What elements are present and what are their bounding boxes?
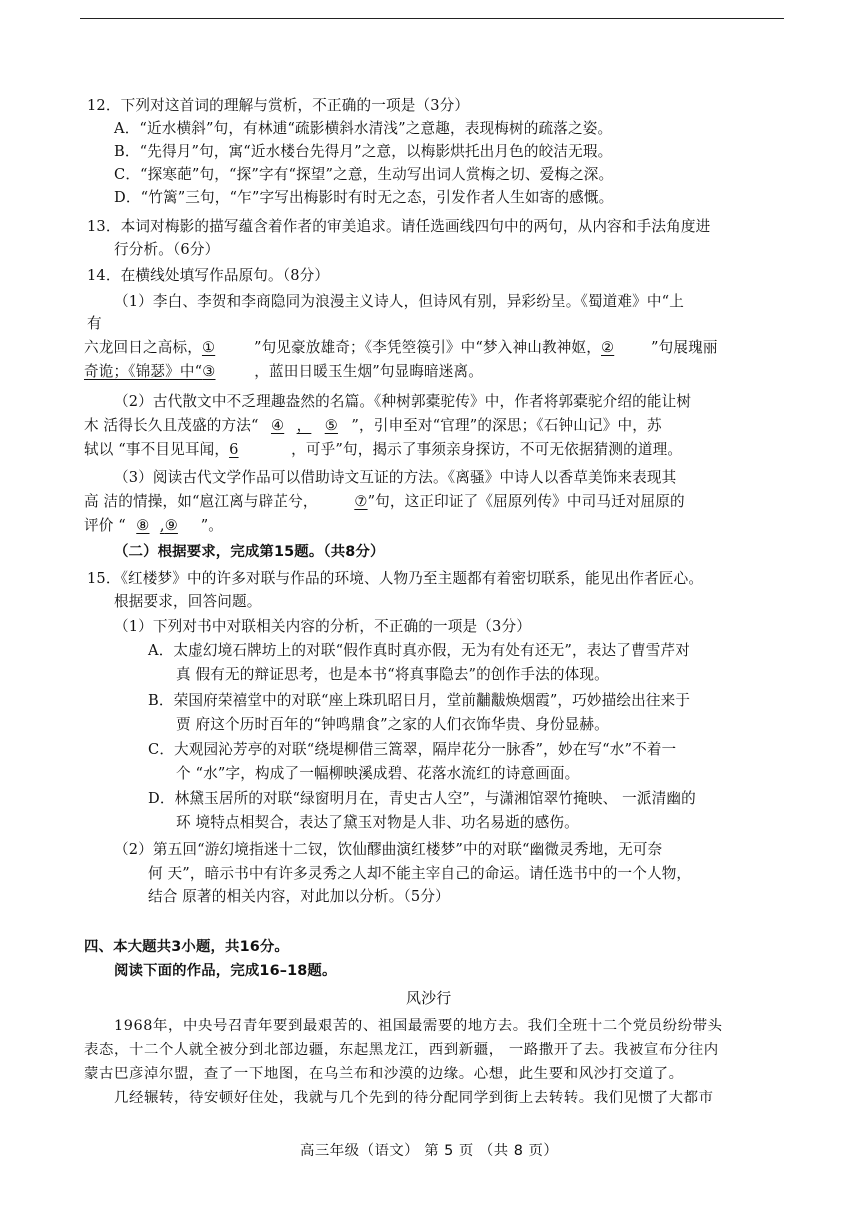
section-heading: （二）根据要求，完成第15题。（共8分）: [114, 544, 385, 560]
q12-option-c: C．“探寒葩”句，“探”字有“探望”之意，生动写出词人赏梅之切、爱梅之深。: [114, 166, 614, 183]
q15-option-d-line2: 环 境特点相契合，表达了黛玉对物是人非、功名易逝的感伤。: [176, 814, 579, 831]
q15-sub1: （1）下列对书中对联相关内容的分析，不正确的一项是（3分）: [114, 618, 531, 635]
blank-9: ⑨: [164, 517, 178, 534]
q14-stem: 14．在横线处填写作品原句。（8分）: [87, 267, 330, 284]
story-p2-line1: 几经辗转，待安顿好住处，我就与几个先到的待分配同学到街上去转转。我们见惯了大都市: [114, 1090, 714, 1106]
q14-p2-line3: [84, 440, 682, 460]
text: 轼以 “事不目见耳闻，: [84, 441, 230, 458]
blank-3: ③: [202, 363, 216, 380]
q15-option-a-line2: 真 假有无的辩证思考，也是本书“将真事隐去”的创作手法的体现。: [176, 666, 609, 683]
text: ”句，这正印证了《屈原列传》中司马迁对屈原的: [367, 493, 685, 510]
separator: ，: [296, 417, 312, 434]
q15-option-c-line1: C．大观园沁芳亭的对联“绕堤柳借三篙翠，隔岸花分一脉香”，妙在写“水”不着一: [148, 741, 677, 758]
text: ”句见豪放雄奇；《李凭箜篌引》中“梦入神山教神妪，: [253, 339, 601, 356]
q15-line2: 根据要求，回答问题。: [114, 593, 262, 610]
q15-option-c-line2: 个 “水”字，构成了一幅柳映溪成碧、花落水流红的诗意画面。: [176, 765, 580, 782]
q15-sub2-line3: 结合 原著的相关内容，对此加以分析。（5分）: [148, 888, 450, 905]
q15-sub2-line2: 何 天”，暗示书中有许多灵秀之人却不能主宰自己的命运。请任选书中的一个人物，: [148, 865, 692, 882]
q15-sub2-line1: （2）第五回“游幻境指迷十二钗，饮仙醪曲演红楼梦”中的对联“幽微灵秀地，无可奈: [114, 841, 663, 858]
q14-p1-line3: [84, 338, 718, 358]
blank-8: ⑧: [136, 517, 150, 534]
reading-title: 风沙行: [406, 989, 452, 1007]
blank-4: ④: [270, 417, 285, 434]
story-p1-line1: 1968年，中央号召青年要到最艰苦的、祖国最需要的地方去。我们全班十二个党员纷纷带头: [114, 1018, 723, 1034]
blank-7: ⑦: [354, 493, 368, 510]
section-four-heading: 四、本大题共3小题，共16分。: [84, 939, 289, 955]
text: ，可乎”句，揭示了事须亲身探访，不可无依据猜测的道理。: [291, 441, 683, 458]
q14-p1-line2: 有: [87, 315, 102, 332]
q14-p3-line3: [84, 516, 223, 536]
blank-2: ②: [600, 339, 615, 356]
q13-line1: 13．本词对梅影的描写蕴含着作者的审美追求。请任选画线四句中的两句，从内容和手法角度进: [87, 218, 711, 235]
text: 奇诡；《锦瑟》中“: [84, 363, 203, 380]
text: 六龙回日之高标，: [84, 339, 202, 356]
q12-option-b: B．“先得月”句，寓“近水楼台先得月”之意，以梅影烘托出月色的皎洁无瑕。: [114, 143, 613, 160]
q15-option-d-line1: D．林黛玉居所的对联“绿窗明月在，青史古人空”，与潇湘馆翠竹掩映、 一派清幽的: [148, 790, 696, 807]
text: ”，引申至对“官理”的深思；《石钟山记》中，苏: [351, 417, 662, 434]
q15-option-b-line1: B．荣国府荣禧堂中的对联“座上珠玑昭日月，堂前黼黻焕烟霞”，巧妙描绘出往来于: [148, 692, 691, 709]
q12-option-a: A．“近水横斜”句，有林逋“疏影横斜水清浅”之意趣，表现梅树的疏落之姿。: [114, 120, 613, 137]
q14-p2-line1: （2）古代散文中不乏理趣盎然的名篇。《种树郭橐驼传》中，作者将郭橐驼介绍的能让树: [114, 393, 692, 410]
q14-p3-line1: （3）阅读古代文学作品可以借助诗文互证的方法。《离骚》中诗人以香草美饰来表现其: [114, 469, 677, 486]
q15-line1: 15．《红楼梦》中的许多对联与作品的环境、人物乃至主题都有着密切联系，能见出作者匠心。: [87, 570, 704, 587]
q14-p3-line2: [84, 492, 685, 512]
q14-p1-line4: [84, 362, 483, 382]
blank-6: 6: [229, 441, 239, 458]
story-p1-line2: 表态，十二个人就全被分到北部边疆，东起黑龙江，西到新疆， 一路撒开了去。我被宣布分往内: [84, 1042, 719, 1058]
q14-p1-line1: （1）李白、李贺和李商隐同为浪漫主义诗人，但诗风有别，异彩纷呈。《蜀道难》中“上: [114, 293, 685, 310]
story-p1-line3: 蒙古巴彦淖尔盟，查了一下地图，在乌兰布和沙漠的边缘。心想，此生要和风沙打交道了。: [84, 1066, 684, 1082]
text: 木 活得长久且茂盛的方法“: [84, 417, 259, 434]
blank-5: ⑤: [324, 417, 338, 434]
text: 高 洁的情操，如“扈江离与辟芷兮，: [84, 493, 318, 510]
q13-line2: 行分析。（6分）: [114, 241, 220, 258]
text: 评价 “: [84, 517, 126, 534]
q15-option-a-line1: A．太虚幻境石牌坊上的对联“假作真时真亦假，无为有处有还无”，表达了曹雪芹对: [148, 642, 690, 659]
q15-option-b-line2: 贾 府这个历时百年的“钟鸣鼎食”之家的人们衣饰华贵、身份显赫。: [176, 716, 609, 733]
separator: ,: [159, 517, 165, 534]
header-rule: [80, 18, 784, 19]
blank-1: ①: [201, 339, 216, 356]
text: ，蓝田日暖玉生烟”句显晦暗迷离。: [254, 363, 484, 380]
reading-instruction: 阅读下面的作品，完成16–18题。: [114, 963, 337, 979]
page-footer: 高三年级（语文） 第 5 页 （共 8 页）: [300, 1143, 559, 1159]
q12-option-d: D．“竹篱”三句，“乍”字写出梅影时有时无之态，引发作者人生如寄的感慨。: [114, 189, 614, 206]
text: ”句展瑰丽: [650, 339, 718, 356]
q12-stem: 12．下列对这首词的理解与赏析，不正确的一项是（3分）: [87, 97, 470, 114]
q14-p2-line2: [84, 416, 662, 436]
text: ”。: [200, 517, 224, 534]
